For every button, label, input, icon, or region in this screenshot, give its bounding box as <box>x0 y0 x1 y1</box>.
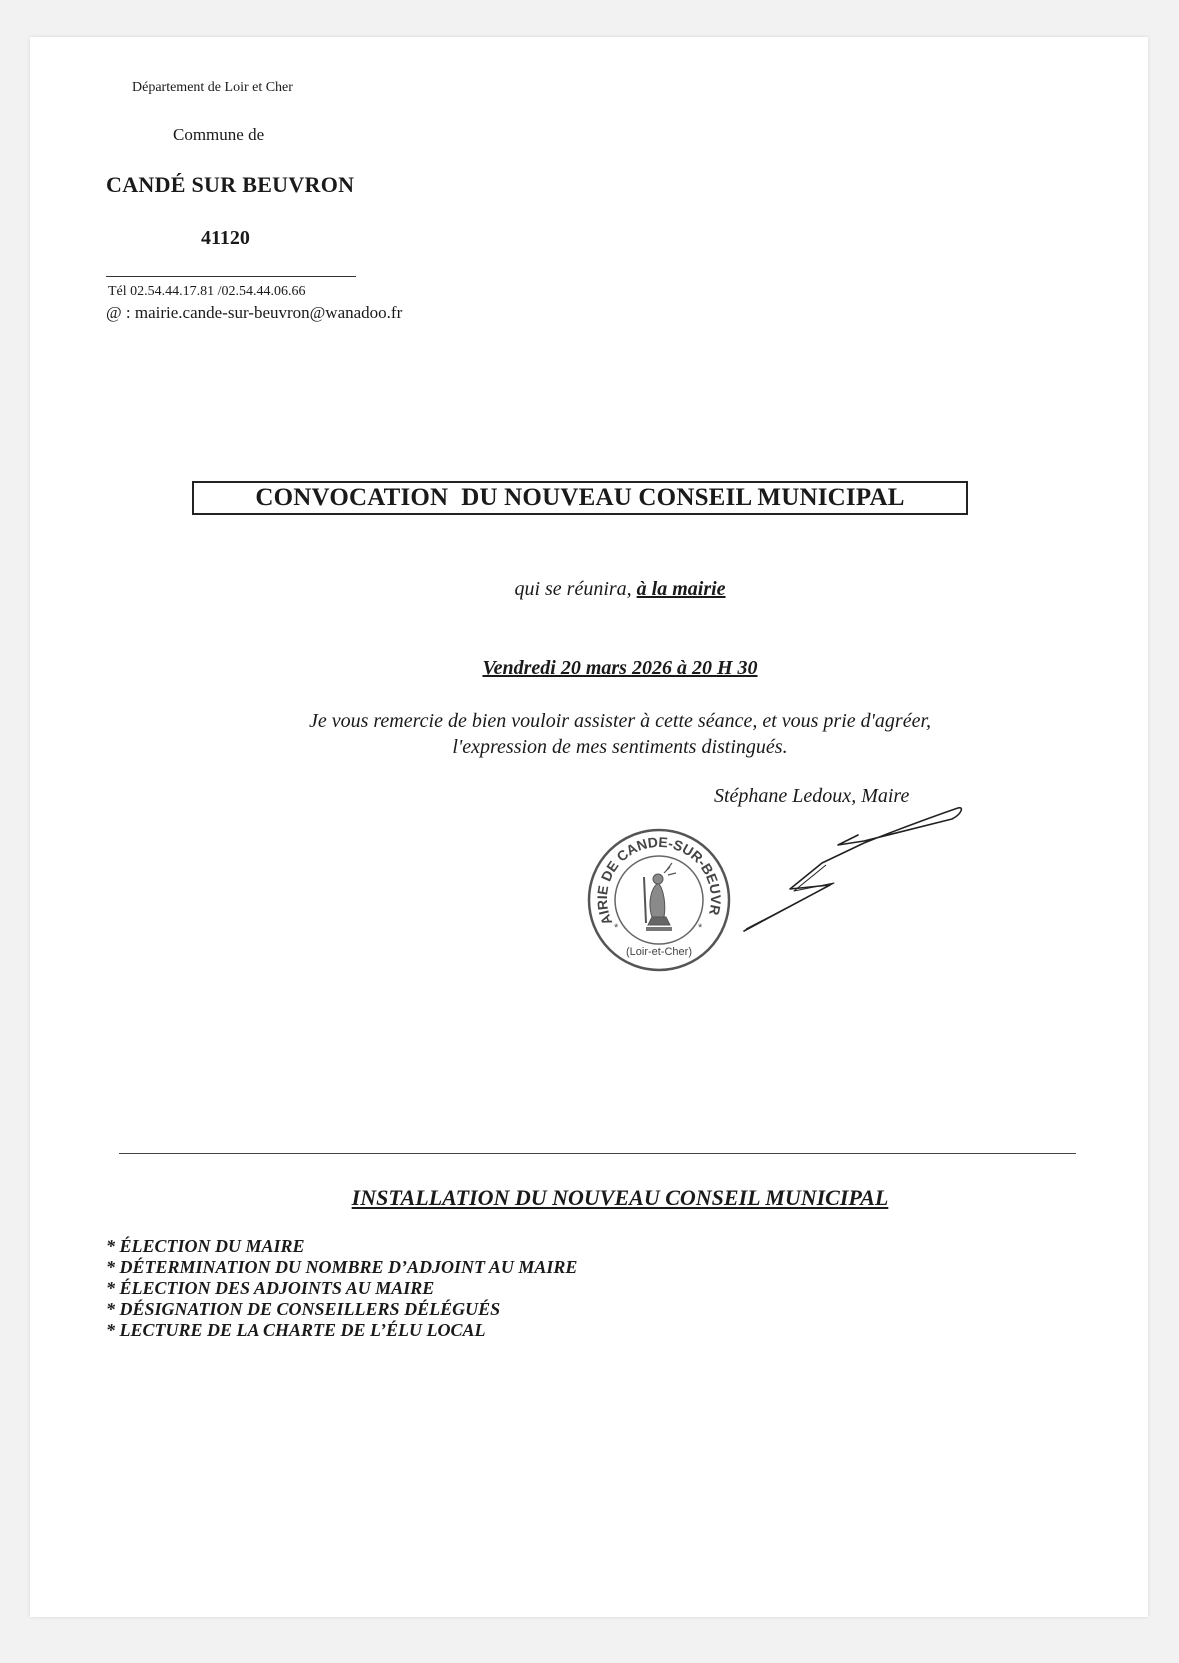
thanks-line-2: l'expression de mes sentiments distingués. <box>452 736 788 758</box>
document-title-text: CONVOCATION DU NOUVEAU CONSEIL MUNICIPAL <box>255 484 905 511</box>
agenda-list <box>106 1236 577 1341</box>
agenda-item: * ÉLECTION DES ADJOINTS AU MAIRE <box>106 1278 435 1298</box>
meeting-place: à la mairie <box>636 578 726 600</box>
meeting-date: Vendredi 20 mars 2026 à 20 H 30 <box>482 657 758 679</box>
signer-name: Stéphane Ledoux, Maire <box>714 785 910 807</box>
commune-label: Commune de <box>173 125 265 144</box>
svg-text:*: * <box>698 922 703 934</box>
document-title <box>192 481 968 515</box>
email-line: @ : mairie.cande-sur-beuvron@wanadoo.fr <box>106 303 403 322</box>
svg-text:(Loir-et-Cher): (Loir-et-Cher) <box>625 946 693 958</box>
thanks-paragraph <box>30 708 1179 760</box>
section-divider <box>119 1153 1076 1154</box>
agenda-item: * ÉLECTION DU MAIRE <box>106 1236 305 1256</box>
meeting-prefix: qui se réunira, <box>514 578 637 600</box>
city-name: CANDÉ SUR BEUVRON <box>106 172 355 197</box>
agenda-item: * DÉTERMINATION DU NOMBRE D’ADJOINT AU MAIRE <box>106 1257 578 1277</box>
postal-code: 41120 <box>201 227 250 249</box>
handwritten-signature <box>734 803 970 948</box>
svg-text:*: * <box>614 922 619 934</box>
mairie-seal <box>586 827 732 978</box>
phone-line: Tél 02.54.44.17.81 /02.54.44.06.66 <box>108 284 306 299</box>
agenda-item: * LECTURE DE LA CHARTE DE L’ÉLU LOCAL <box>106 1320 486 1340</box>
thanks-line-1: Je vous remercie de bien vouloir assister à cette séance, et vous prie d'agréer, <box>308 710 932 732</box>
svg-text:MAIRIE DE CANDE-SUR-BEUVRON: AIRIE DE CANDE-SUR-BEUVR <box>593 833 725 928</box>
agenda-item: * DÉSIGNATION DE CONSEILLERS DÉLÉGUÉS <box>106 1299 501 1319</box>
header-divider <box>106 276 356 277</box>
department-text: Département de Loir et Cher <box>132 80 293 95</box>
meeting-place-line <box>30 578 1179 601</box>
agenda-title: INSTALLATION DU NOUVEAU CONSEIL MUNICIPAL <box>351 1185 889 1210</box>
document-page <box>30 37 1148 1617</box>
